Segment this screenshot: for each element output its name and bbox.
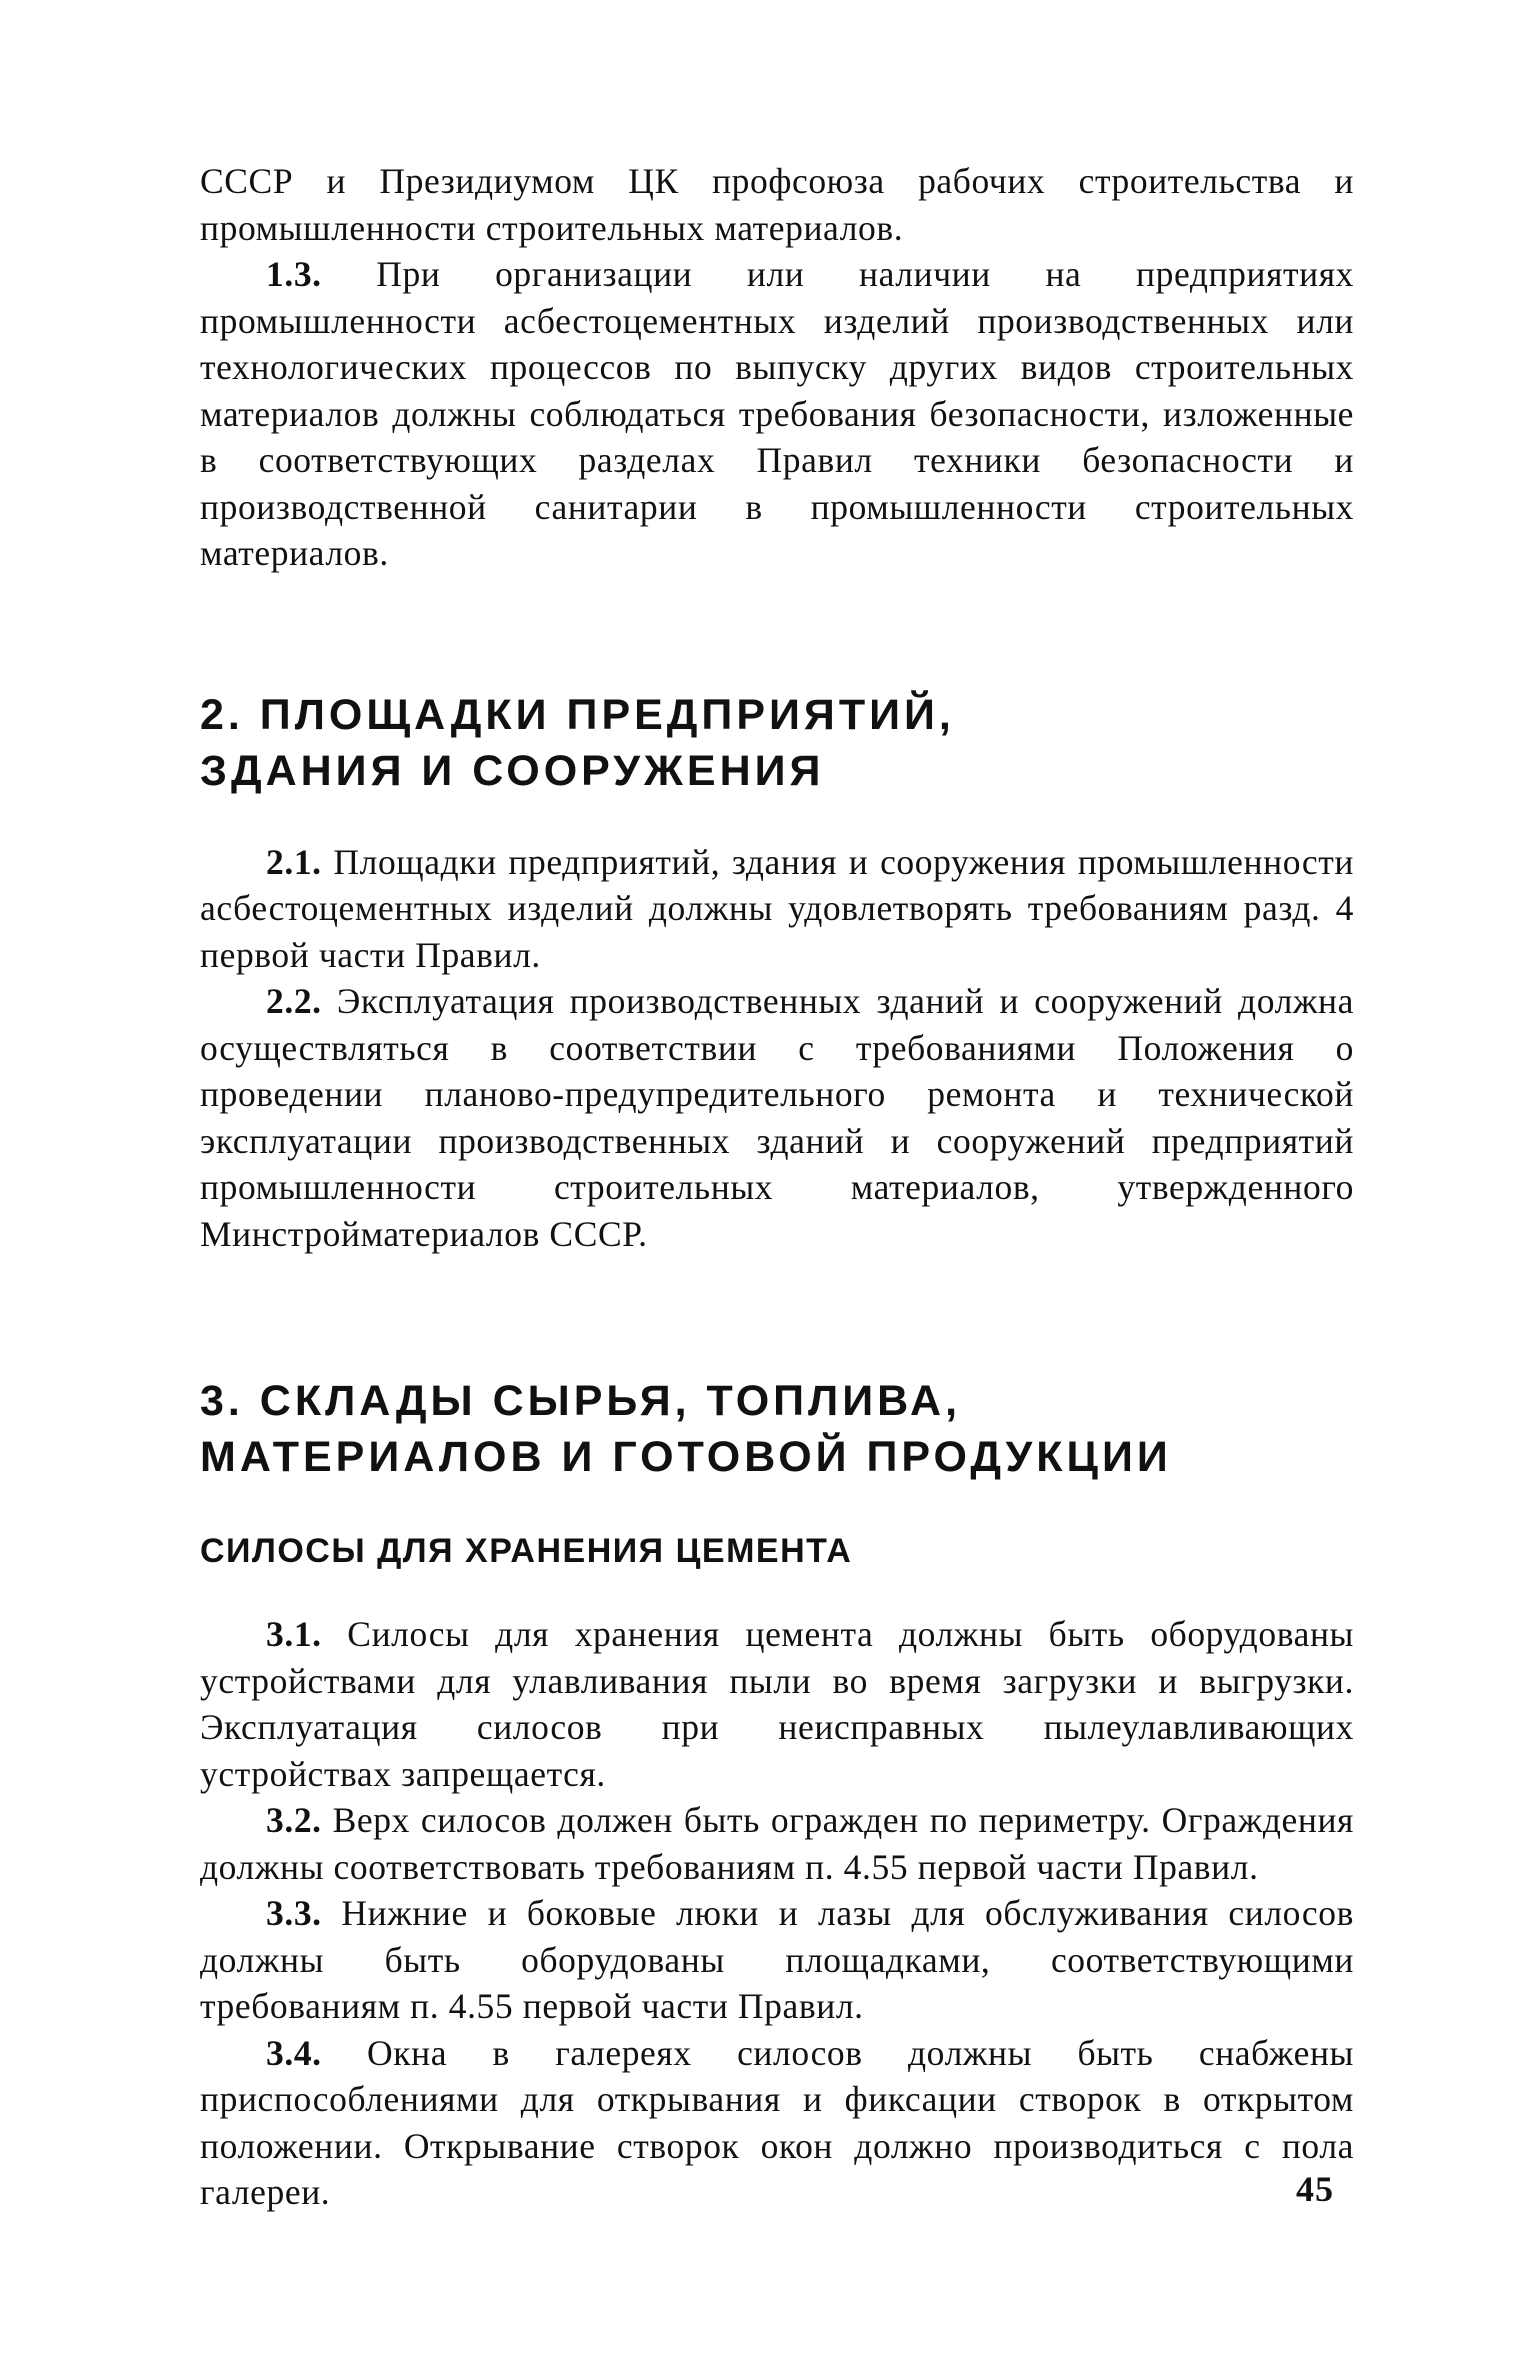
paragraph-3-2 <box>200 1797 1354 1890</box>
intro-paragraph-tail: СССР и Президиумом ЦК профсоюза рабочих строительства и промышленности строительных материалов. <box>200 161 1354 248</box>
paragraph-number: 3.3. <box>266 1893 322 1933</box>
section-3-heading-line-1: 3. СКЛАДЫ СЫРЬЯ, ТОПЛИВА, <box>200 1377 962 1425</box>
paragraph-text: Площадки предприятий, здания и сооружения промышленности асбестоцементных изделий должны удовлетворять требованиям разд. 4 первой части Правил. <box>200 841 1354 975</box>
section-3-heading <box>200 1373 1354 1485</box>
section-2-heading <box>200 687 1354 799</box>
page-body <box>200 158 1354 2216</box>
paragraph-number: 3.4. <box>266 2032 322 2073</box>
page-number: 45 <box>1296 2169 1334 2209</box>
paragraph-text: Верх силосов должен быть огражден по периметру. Ограждения должны соответствовать требованиям п. 4.55 первой части Правил. <box>200 1800 1354 1887</box>
paragraph-number: 2.2. <box>266 981 322 1021</box>
section-3-subheading: СИЛОСЫ ДЛЯ ХРАНЕНИЯ ЦЕМЕНТА <box>200 1532 853 1570</box>
section-3-heading-line-2: МАТЕРИАЛОВ И ГОТОВОЙ ПРОДУКЦИИ <box>200 1433 1172 1481</box>
paragraph-3-4 <box>200 2030 1354 2216</box>
paragraph-1-3 <box>200 251 1354 577</box>
paragraph-text: Силосы для хранения цемента должны быть оборудованы устройствами для улавливания пыли во время загрузки и выгрузки. Эксплуатация силосов при неисправных пылеулавливающих устройствах запрещается. <box>200 1614 1354 1794</box>
section-2-heading-line-1: 2. ПЛОЩАДКИ ПРЕДПРИЯТИЙ, <box>200 690 955 739</box>
paragraph-3-3 <box>200 1890 1354 2030</box>
paragraph-number: 1.3. <box>266 254 322 294</box>
paragraph-2-2 <box>200 978 1354 1257</box>
paragraph-text: Окна в галереях силосов должны быть снабжены приспособлениями для открывания и фиксации створок в открытом положении. Открывание створок окон должно производиться с пола галереи. <box>200 2032 1354 2212</box>
paragraph-number: 2.1. <box>266 841 322 882</box>
paragraph-2-1 <box>200 839 1354 979</box>
paragraph-text: Нижние и боковые люки и лазы для обслуживания силосов должны быть оборудованы площадками, соответствующими требованиям п. 4.55 первой части Правил. <box>200 1893 1354 2026</box>
paragraph-number: 3.1. <box>266 1614 322 1654</box>
section-2-heading-line-2: ЗДАНИЯ И СООРУЖЕНИЯ <box>200 746 825 795</box>
paragraph-3-1 <box>200 1611 1354 1797</box>
paragraph-text: Эксплуатация производственных зданий и сооружений должна осуществляться в соответствии с требованиями Положения о проведении планово-предупредительного ремонта и технической эксплуатации производственных зданий и сооружений предприятий промышленности строительных материалов, утвержденного Минстройматериалов СССР. <box>200 981 1354 1254</box>
paragraph-text: При организации или наличии на предприятиях промышленности асбестоцементных изделий производственных или технологических процессов по выпуску других видов строительных материалов должны соблюдаться требования безопасности, изложенные в соответствующих разделах Правил техники безопасности и производственной санитарии в промышленности строительных материалов. <box>200 254 1354 573</box>
paragraph-number: 3.2. <box>266 1800 322 1840</box>
